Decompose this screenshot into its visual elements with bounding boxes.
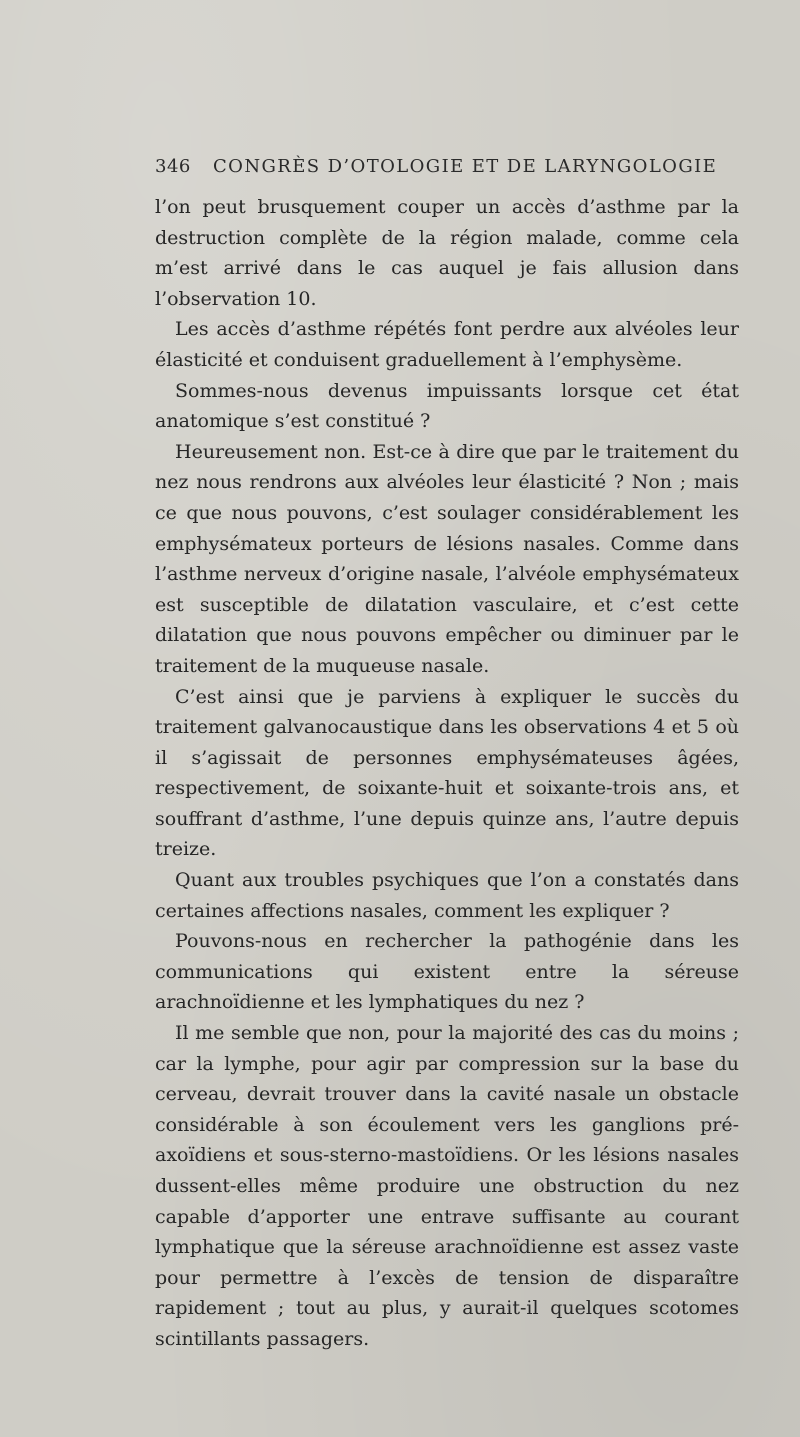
paragraph: Heureusement non. Est-ce à dire que par le traitement du nez nous rendrons aux alvéoles leur élasticité ? Non ; mais ce que nous pouvons, c’est soulager considérablement les emphysémateux porteurs de lésions nasales. Comme dans l’asthme nerveux d’origine nasale, l’alvéole emphysémateux est susceptible de dilatation vasculaire, et c’est cette dilatation que nous pouvons empêcher ou diminuer par le traitement de la muqueuse nasale. — [155, 440, 739, 677]
paragraph: Quant aux troubles psychiques que l’on a constatés dans certaines affections nasales, comment les expliquer ? — [155, 869, 739, 922]
paragraph: Pouvons-nous en rechercher la pathogénie dans les communications qui existent entre la séreuse arachnoïdienne et les lymphatiques du nez ? — [155, 930, 739, 1014]
running-title: CONGRÈS D’OTOLOGIE ET DE LARYNGOLOGIE — [213, 156, 718, 177]
paragraph: Il me semble que non, pour la majorité des cas du moins ; car la lymphe, pour agir par compression sur la base du cerveau, devrait trouver dans la cavité nasale un obstacle considérable à son écoulement vers les ganglions pré-axoïdiens et sous-sterno-mastoïdiens. Or les lésions nasales dussent-elles même produire une obstruction du nez capable d’apporter une entrave suffisante au courant lymphatique que la séreuse arachnoïdienne est assez vaste pour permettre à l’excès de tension de disparaître rapidement ; tout au plus, y aurait-il quelques scotomes scintillants passagers. — [155, 1022, 739, 1350]
paragraph: C’est ainsi que je parviens à expliquer le succès du traitement galvanocaustique dans les observations 4 et 5 où il s’agissait de personnes emphysémateuses âgées, respectivement, de soixante-huit et soixante-trois ans, et souffrant d’asthme, l’une depuis quinze ans, l’autre depuis treize. — [155, 685, 739, 861]
paragraph: Les accès d’asthme répétés font perdre aux alvéoles leur élasticité et conduisent graduellement à l’emphysème. — [155, 318, 739, 371]
body-text — [155, 192, 739, 1355]
paragraph-continued: l’on peut brusquement couper un accès d’asthme par la destruction complète de la région malade, comme cela m’est arrivé dans le cas auquel je fais allusion dans l’observation 10. — [155, 196, 739, 310]
running-header — [155, 156, 718, 177]
paragraph: Sommes-nous devenus impuissants lorsque cet état anatomique s’est constitué ? — [155, 379, 739, 433]
page-number: 346 — [155, 156, 191, 177]
